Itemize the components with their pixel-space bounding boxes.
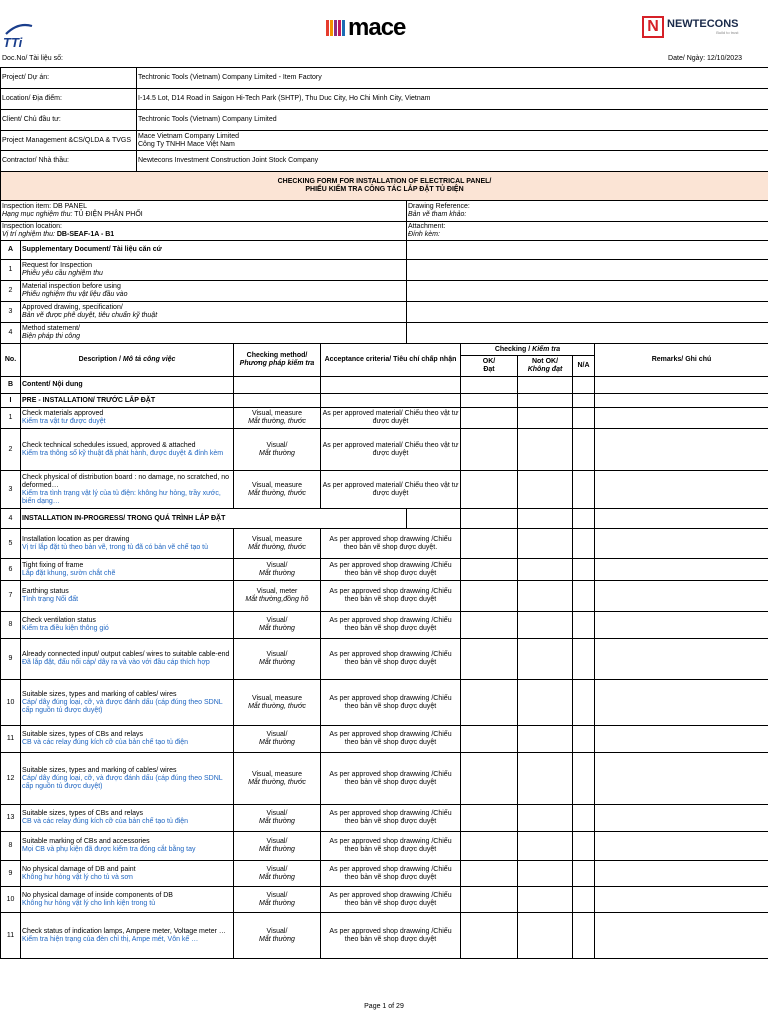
project-label: Project/ Dự án: <box>1 68 137 89</box>
doc-row: 3 Approved drawing, specification/ Bản vẽ được phê duyệt, tiêu chuẩn kỹ thuật <box>1 302 768 323</box>
col-acceptance: Acceptance criteria/ Tiêu chí chấp nhận <box>321 344 461 377</box>
row-remarks[interactable] <box>595 887 768 913</box>
row-description: Suitable sizes, types and marking of cables/ wires Cáp/ dây đúng loại, cỡ, và được đánh dấu (cáp đúng theo SDNL cấp nguồn tủ được duyệt) <box>21 753 234 805</box>
row-description: Suitable sizes, types of CBs and relays CB và các relay đúng kích cỡ của bản chế tạo tủ điện <box>21 726 234 753</box>
row-description: No physical damage of DB and paint Không hư hỏng vật lý cho tủ và sơn <box>21 861 234 887</box>
row-method: Visual, measure Mắt thường, thước <box>234 471 321 509</box>
section-b-title: Content/ Nội dung <box>21 377 234 394</box>
row-remarks[interactable] <box>595 832 768 861</box>
row-acceptance: As per approved shop drawwing /Chiếu theo bản vẽ shop được duyệt <box>321 680 461 726</box>
project-row <box>1 68 768 89</box>
doc-row: 1 Request for Inspection Phiếu yêu cầu nghiệm thu <box>1 260 768 281</box>
row-na[interactable] <box>573 612 595 639</box>
row-acceptance: As per approved shop drawwing /Chiếu theo bản vẽ shop được duyệt <box>321 559 461 581</box>
row-acceptance: As per approved shop drawwing /Chiếu theo bản vẽ shop được duyệt <box>321 832 461 861</box>
row-not-ok[interactable] <box>518 559 573 581</box>
row-no: 12 <box>1 753 21 805</box>
row-ok[interactable] <box>461 639 518 680</box>
form-title-row <box>1 172 768 201</box>
row-no: 11 <box>1 913 21 959</box>
row-not-ok[interactable] <box>518 471 573 509</box>
col-remarks: Remarks/ Ghi chú <box>595 344 768 377</box>
table-row <box>1 887 768 913</box>
row-remarks[interactable] <box>595 559 768 581</box>
row-no: 3 <box>1 471 21 509</box>
row-not-ok[interactable] <box>518 680 573 726</box>
col-not-ok: Not OK/ Không đạt <box>518 356 573 377</box>
location-row <box>1 89 768 110</box>
row-na[interactable] <box>573 471 595 509</box>
pm-label: Project Management &CS/QLDA & TVGS <box>1 131 137 151</box>
column-header-row <box>1 344 768 356</box>
date-label: Date/ Ngày: 12/10/2023 <box>668 55 742 62</box>
section-i-title: PRE - INSTALLATION/ TRƯỚC LẮP ĐẶT <box>21 394 234 408</box>
row-description: Suitable sizes, types of CBs and relays CB và các relay đúng kích cỡ của bản chế tạo tủ điện <box>21 805 234 832</box>
row-method: Visual/ Mắt thường <box>234 887 321 913</box>
row-ok[interactable] <box>461 559 518 581</box>
installation-rows <box>1 529 768 959</box>
row-na[interactable] <box>573 581 595 612</box>
row-method: Visual/ Mắt thường <box>234 612 321 639</box>
row-remarks[interactable] <box>595 529 768 559</box>
table-row <box>1 639 768 680</box>
row-method: Visual/ Mắt thường <box>234 832 321 861</box>
row-method: Visual, measure Mắt thường, thước <box>234 408 321 429</box>
table-row <box>1 429 768 471</box>
row-not-ok[interactable] <box>518 529 573 559</box>
doc-row: 2 Material inspection before using Phiếu nghiệm thu vật liệu đầu vào <box>1 281 768 302</box>
inspection-item: Inspection item: DB PANEL Hạng mục nghiệm thu: TỦ ĐIỆN PHÂN PHỐI <box>1 201 407 222</box>
row-remarks[interactable] <box>595 805 768 832</box>
table-row <box>1 726 768 753</box>
col-no: No. <box>1 344 21 377</box>
row-not-ok[interactable] <box>518 805 573 832</box>
row-na[interactable] <box>573 408 595 429</box>
row-ok[interactable] <box>461 913 518 959</box>
inspection-item-row <box>1 201 768 222</box>
row-not-ok[interactable] <box>518 612 573 639</box>
row-description: Check ventilation status Kiểm tra điều kiện thông gió <box>21 612 234 639</box>
contractor-label: Contractor/ Nhà thầu: <box>1 151 137 172</box>
row-remarks[interactable] <box>595 680 768 726</box>
contractor-value: Newtecons Investment Construction Joint Stock Company <box>137 151 768 172</box>
row-na[interactable] <box>573 861 595 887</box>
row-ok[interactable] <box>461 861 518 887</box>
row-na[interactable] <box>573 887 595 913</box>
row-acceptance: As per approved shop drawwing /Chiếu theo bản vẽ shop được duyệt <box>321 581 461 612</box>
row-na[interactable] <box>573 726 595 753</box>
row-na[interactable] <box>573 559 595 581</box>
row-no: 8 <box>1 612 21 639</box>
row-description: Earthing status Tình trạng Nối đất <box>21 581 234 612</box>
section-i-row: I PRE - INSTALLATION/ TRƯỚC LẮP ĐẶT <box>1 394 768 408</box>
row-method: Visual/ Mắt thường <box>234 429 321 471</box>
row-description: Tight fixing of frame Lắp đặt khung, sườn chắt chẽ <box>21 559 234 581</box>
row-remarks[interactable] <box>595 429 768 471</box>
svg-text:TTi: TTi <box>3 35 23 50</box>
table-row <box>1 753 768 805</box>
section-4-title: INSTALLATION IN-PROGRESS/ TRONG QUÁ TRÌNH LẮP ĐẶT <box>21 509 407 529</box>
row-remarks[interactable] <box>595 471 768 509</box>
row-ok[interactable] <box>461 680 518 726</box>
table-row <box>1 408 768 429</box>
table-row <box>1 581 768 612</box>
location-label: Location/ Địa điểm: <box>1 89 137 110</box>
row-acceptance: As per approved shop drawwing /Chiếu theo bản vẽ shop được duyệt <box>321 612 461 639</box>
row-remarks[interactable] <box>595 753 768 805</box>
row-remarks[interactable] <box>595 726 768 753</box>
table-row <box>1 680 768 726</box>
location-value: I-14.5 Lot, D14 Road in Saigon Hi-Tech Park (SHTP), Thu Duc City, Ho Chi Minh City, Vietnam <box>137 89 768 110</box>
row-ok[interactable] <box>461 805 518 832</box>
row-acceptance: As per approved material/ Chiếu theo vật tư được duyệt <box>321 471 461 509</box>
row-description: Check technical schedules issued, approved & attached Kiểm tra thông số kỹ thuật đã phát hành, được duyệt & đính kèm <box>21 429 234 471</box>
doc-line <box>2 55 764 62</box>
table-row <box>1 471 768 509</box>
row-not-ok[interactable] <box>518 887 573 913</box>
row-not-ok[interactable] <box>518 429 573 471</box>
row-acceptance: As per approved shop drawwing /Chiếu theo bản vẽ shop được duyệt <box>321 887 461 913</box>
col-checking: Checking / Kiểm tra <box>461 344 595 356</box>
row-ok[interactable] <box>461 753 518 805</box>
row-not-ok[interactable] <box>518 639 573 680</box>
row-ok[interactable] <box>461 887 518 913</box>
row-no: 13 <box>1 805 21 832</box>
row-ok[interactable] <box>461 529 518 559</box>
pm-value: Mace Vietnam Company Limited Công Ty TNHH Mace Việt Nam <box>137 131 768 151</box>
row-method: Visual, meter Mắt thường,đồng hồ <box>234 581 321 612</box>
client-row <box>1 110 768 131</box>
table-row <box>1 529 768 559</box>
row-no: 9 <box>1 639 21 680</box>
row-acceptance: As per approved shop drawwing /Chiếu theo bản vẽ shop được duyệt <box>321 753 461 805</box>
client-label: Client/ Chủ đầu tư: <box>1 110 137 131</box>
table-row <box>1 913 768 959</box>
row-no: 1 <box>1 408 21 429</box>
row-na[interactable] <box>573 639 595 680</box>
row-na[interactable] <box>573 913 595 959</box>
row-ok[interactable] <box>461 408 518 429</box>
pm-row <box>1 131 768 151</box>
logo-row <box>0 8 768 53</box>
section-a-row: A Supplementary Document/ Tài liệu căn cứ <box>1 241 768 260</box>
row-acceptance: As per approved material/ Chiếu theo vật tư được duyệt <box>321 429 461 471</box>
doc-row: 4 Method statement/ Biện pháp thi công <box>1 323 768 344</box>
row-acceptance: As per approved shop drawwing /Chiếu theo bản vẽ shop được duyệt <box>321 913 461 959</box>
row-no: 11 <box>1 726 21 753</box>
contractor-row <box>1 151 768 172</box>
row-no: 9 <box>1 861 21 887</box>
row-acceptance: As per approved shop drawwing /Chiếu theo bản vẽ shop được duyệt. <box>321 529 461 559</box>
row-acceptance: As per approved shop drawwing /Chiếu theo bản vẽ shop được duyệt <box>321 805 461 832</box>
row-method: Visual, measure Mắt thường, thước <box>234 680 321 726</box>
row-remarks[interactable] <box>595 861 768 887</box>
row-not-ok[interactable] <box>518 832 573 861</box>
row-na[interactable] <box>573 753 595 805</box>
table-row <box>1 861 768 887</box>
col-description: Description / Mô tả công việc <box>21 344 234 377</box>
row-not-ok[interactable] <box>518 861 573 887</box>
row-remarks[interactable] <box>595 408 768 429</box>
inspection-form <box>0 67 768 959</box>
row-method: Visual/ Mắt thường <box>234 861 321 887</box>
pre-installation-rows <box>1 408 768 509</box>
row-method: Visual, measure Mắt thường, thước <box>234 753 321 805</box>
row-not-ok[interactable] <box>518 581 573 612</box>
row-na[interactable] <box>573 529 595 559</box>
row-na[interactable] <box>573 832 595 861</box>
row-not-ok[interactable] <box>518 753 573 805</box>
row-ok[interactable] <box>461 832 518 861</box>
col-method: Checking method/ Phương pháp kiểm tra <box>234 344 321 377</box>
page-footer: Page 1 of 29 <box>364 1003 404 1010</box>
row-no: 6 <box>1 559 21 581</box>
row-remarks[interactable] <box>595 639 768 680</box>
section-4-row: 4 INSTALLATION IN-PROGRESS/ TRONG QUÁ TRÌNH LẮP ĐẶT <box>1 509 768 529</box>
project-value: Techtronic Tools (Vietnam) Company Limited - Item Factory <box>137 68 768 89</box>
col-ok: OK/ Đạt <box>461 356 518 377</box>
row-ok[interactable] <box>461 726 518 753</box>
newtecons-logo: N NEWTECONS Build to trust <box>642 16 739 38</box>
row-method: Visual/ Mắt thường <box>234 639 321 680</box>
section-b-row: B Content/ Nội dung <box>1 377 768 394</box>
row-acceptance: As per approved shop drawwing /Chiếu theo bản vẽ shop được duyệt <box>321 639 461 680</box>
form-title: CHECKING FORM FOR INSTALLATION OF ELECTRICAL PANEL/ PHIẾU KIỂM TRA CÔNG TÁC LẮP ĐẶT TỦ ĐIỆN <box>1 172 768 201</box>
row-not-ok[interactable] <box>518 726 573 753</box>
row-description: Installation location as per drawing Vị trí lắp đặt tủ theo bản vẽ, trong tủ đã có bản vẽ chế tạo tủ <box>21 529 234 559</box>
row-remarks[interactable] <box>595 913 768 959</box>
row-ok[interactable] <box>461 429 518 471</box>
row-ok[interactable] <box>461 612 518 639</box>
mace-logo: mace <box>326 16 405 40</box>
row-remarks[interactable] <box>595 581 768 612</box>
row-na[interactable] <box>573 680 595 726</box>
row-acceptance: As per approved shop drawwing /Chiếu theo bản vẽ shop được duyệt <box>321 861 461 887</box>
row-description: Suitable marking of CBs and accessories Mọi CB và phụ kiện đã được kiểm tra đóng cắt bằng tay <box>21 832 234 861</box>
row-no: 10 <box>1 887 21 913</box>
row-not-ok[interactable] <box>518 408 573 429</box>
table-row <box>1 832 768 861</box>
row-method: Visual/ Mắt thường <box>234 726 321 753</box>
row-description: No physical damage of inside components of DB Không hư hỏng vật lý cho linh kiện trong tủ <box>21 887 234 913</box>
client-value: Techtronic Tools (Vietnam) Company Limited <box>137 110 768 131</box>
drawing-reference: Drawing Reference: Bản vẽ tham khảo: <box>407 201 768 222</box>
row-na[interactable] <box>573 805 595 832</box>
row-no: 2 <box>1 429 21 471</box>
attachment: Attachment: Đính kèm: <box>407 222 768 241</box>
row-acceptance: As per approved shop drawwing /Chiếu theo bản vẽ shop được duyệt <box>321 726 461 753</box>
row-method: Visual/ Mắt thường <box>234 805 321 832</box>
row-remarks[interactable] <box>595 612 768 639</box>
row-method: Visual/ Mắt thường <box>234 913 321 959</box>
col-na: N/A <box>573 356 595 377</box>
row-description: Already connected input/ output cables/ wires to suitable cable-end Đã lắp đặt, đấu nối cáp/ dây ra và vào với đầu cáp thích hợp <box>21 639 234 680</box>
row-no: 5 <box>1 529 21 559</box>
row-no: 8 <box>1 832 21 861</box>
row-na[interactable] <box>573 429 595 471</box>
row-description: Check materials approved Kiểm tra vật tư được duyệt <box>21 408 234 429</box>
table-row <box>1 805 768 832</box>
row-ok[interactable] <box>461 471 518 509</box>
row-description: Check physical of distribution board : no damage, no scratched, no deformed… Kiểm tra tình trạng vật lý của tủ điện: không hư hỏng, trầy xước, biến dạng… <box>21 471 234 509</box>
row-description: Check status of indication lamps, Ampere meter, Voltage meter … Kiểm tra hiện trạng của đèn chỉ thị, Ampe mét, Vôn kế … <box>21 913 234 959</box>
row-no: 10 <box>1 680 21 726</box>
row-no: 7 <box>1 581 21 612</box>
row-method: Visual/ Mắt thường <box>234 559 321 581</box>
row-method: Visual, measure Mắt thường, thước <box>234 529 321 559</box>
row-ok[interactable] <box>461 581 518 612</box>
row-not-ok[interactable] <box>518 913 573 959</box>
inspection-location-row <box>1 222 768 241</box>
row-acceptance: As per approved material/ Chiếu theo vật tư được duyệt <box>321 408 461 429</box>
table-row <box>1 559 768 581</box>
tti-logo <box>2 20 36 52</box>
section-a-title: Supplementary Document/ Tài liệu căn cứ <box>21 241 407 260</box>
table-row <box>1 612 768 639</box>
row-description: Suitable sizes, types and marking of cables/ wires Cáp/ dây đúng loại, cỡ, và được đánh dấu (cáp đúng theo SDNL cấp nguồn tủ được duyệt) <box>21 680 234 726</box>
doc-no-label: Doc.No/ Tài liệu số: <box>2 55 63 62</box>
inspection-location: Inspection location: Vị trí nghiệm thu: DB-SEAF-1A - B1 <box>1 222 407 241</box>
